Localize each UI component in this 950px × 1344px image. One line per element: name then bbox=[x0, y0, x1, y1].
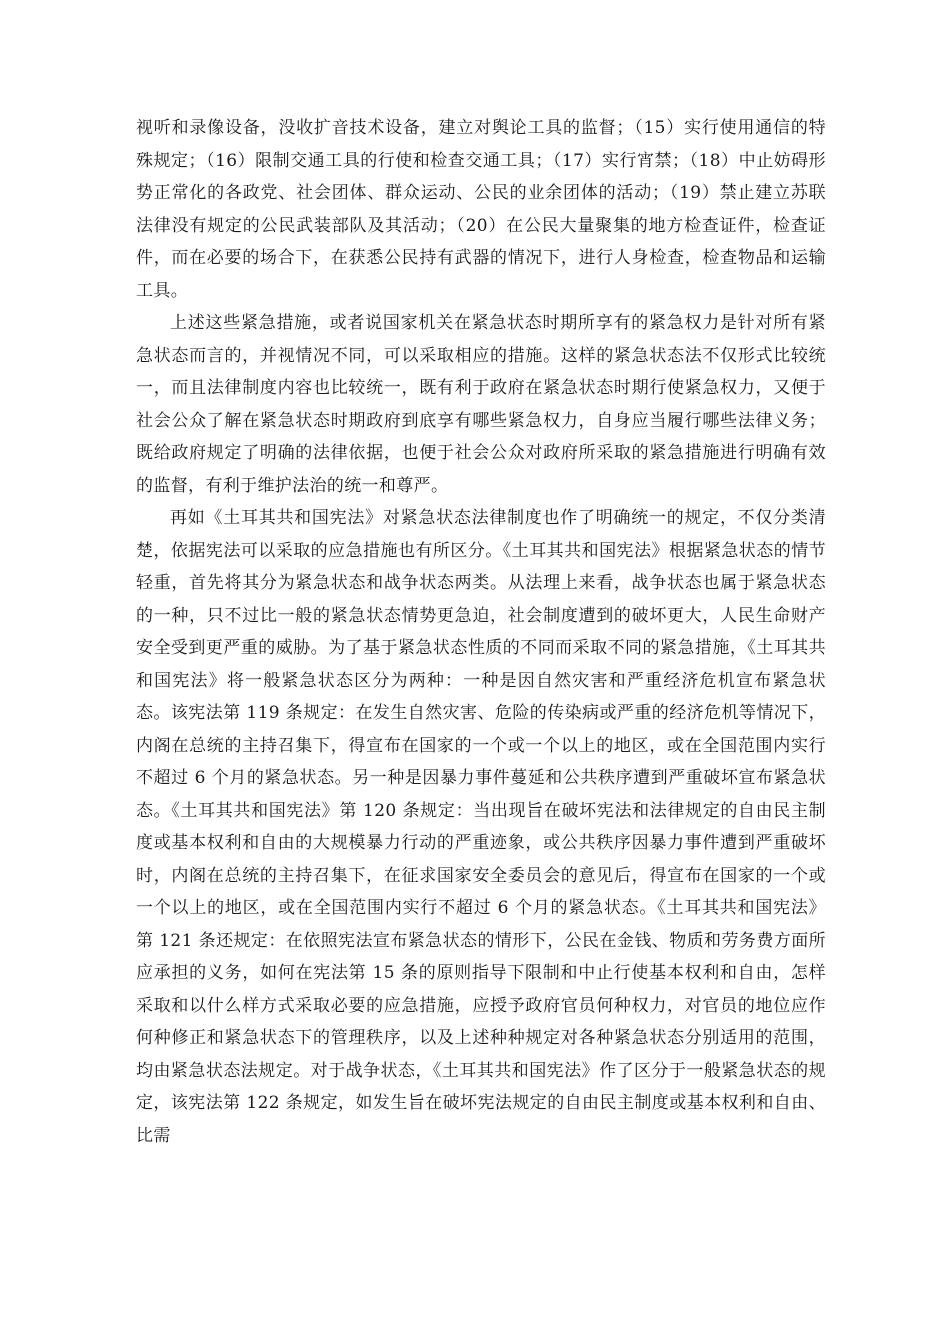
paragraph-continued-list: 视听和录像设备，没收扩音技术设备，建立对舆论工具的监督；（15）实行使用通信的特殊规定；（16）限制交通工具的行使和检查交通工具；（17）实行宵禁；（18）中止妨碍形势正常化的各政党、社会团体、群众运动、公民的业余团体的活动；（19）禁止建立苏联法律没有规定的公民武装部队及其活动；（20）在公民大量聚集的地方检查证件，检查证件，而在必要的场合下，在获悉公民持有武器的情况下，进行人身检查，检查物品和运输工具。 bbox=[136, 118, 826, 301]
paragraph-emergency-measures-summary: 上述这些紧急措施，或者说国家机关在紧急状态时期所享有的紧急权力是针对所有紧急状态而言的，并视情况不同，可以采取相应的措施。这样的紧急状态法不仅形式比较统一，而且法律制度内容也比较统一，既有利于政府在紧急状态时期行使紧急权力，又便于社会公众了解在紧急状态时期政府到底享有哪些紧急权力，自身应当履行哪些法律义务；既给政府规定了明确的法律依据，也便于社会公众对政府所采取的紧急措施进行明确有效的监督，有利于维护法治的统一和尊严。 bbox=[136, 313, 826, 496]
document-body bbox=[136, 112, 826, 1152]
paragraph-turkish-constitution: 再如《土耳其共和国宪法》对紧急状态法律制度也作了明确统一的规定，不仅分类清楚，依据宪法可以采取的应急措施也有所区分。《土耳其共和国宪法》根据紧急状态的情节轻重，首先将其分为紧急状态和战争状态两类。从法理上来看，战争状态也属于紧急状态的一种，只不过比一般的紧急状态情势更急迫，社会制度遭到的破坏更大，人民生命财产安全受到更严重的威胁。为了基于紧急状态性质的不同而采取不同的紧急措施，《土耳其共和国宪法》将一般紧急状态区分为两种：一种是因自然灾害和严重经济危机宣布紧急状态。该宪法第 119 条规定：在发生自然灾害、危险的传染病或严重的经济危机等情况下，内阁在总统的主持召集下，得宣布在国家的一个或一个以上的地区，或在全国范围内实行不超过 6 个月的紧急状态。另一种是因暴力事件蔓延和公共秩序遭到严重破坏宣布紧急状态。《土耳其共和国宪法》第 120 条规定：当出现旨在破坏宪法和法律规定的自由民主制度或基本权利和自由的大规模暴力行动的严重迹象，或公共秩序因暴力事件遭到严重破坏时，内阁在总统的主持召集下，在征求国家安全委员会的意见后，得宣布在国家的一个或一个以上的地区，或在全国范围内实行不超过 6 个月的紧急状态。《土耳其共和国宪法》第 121 条还规定：在依照宪法宣布紧急状态的情形下，公民在金钱、物质和劳务费方面所应承担的义务，如何在宪法第 15 条的原则指导下限制和中止行使基本权利和自由，怎样采取和以什么样方式采取必要的应急措施，应授予政府官员何种权力，对官员的地位应作何种修正和紧急状态下的管理秩序，以及上述种种规定对各种紧急状态分别适用的范围，均由紧急状态法规定。对于战争状态，《土耳其共和国宪法》作了区分于一般紧急状态的规定，该宪法第 122 条规定，如发生旨在破坏宪法规定的自由民主制度或基本权利和自由、比需 bbox=[136, 508, 826, 1146]
